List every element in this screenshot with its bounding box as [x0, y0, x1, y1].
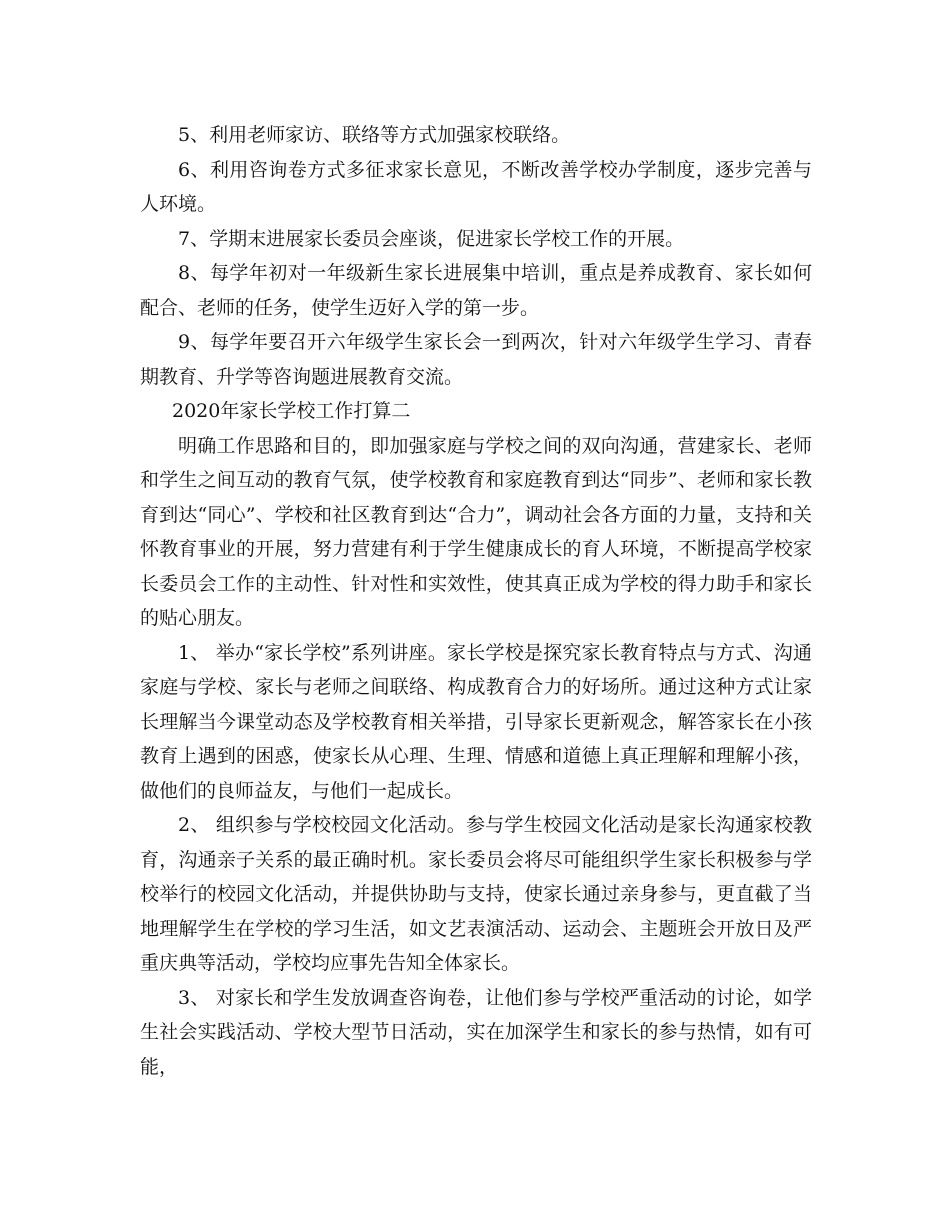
paragraph-point-3: 3、 对家长和学生发放调查咨询卷，让他们参与学校严重活动的讨论，如学生社会实践活动、学校大型节日活动，实在加深学生和家长的参与热情，如有可能，	[140, 986, 812, 1078]
paragraph-item-9: 9、每学年要召开六年级学生家长会一到两次，针对六年级学生学习、青春期教育、升学等咨询题进展教育交流。	[140, 331, 812, 388]
section-heading: 2020年家长学校工作打算二	[172, 400, 411, 422]
paragraph-item-8: 8、每学年初对一年级新生家长进展集中培训，重点是养成教育、家长如何配合、老师的任务，使学生迈好入学的第一步。	[140, 262, 812, 319]
paragraph-point-1: 1、 举办“家长学校”系列讲座。家长学校是探究家长教育特点与方式、沟通家庭与学校、家长与老师之间联络、构成教育合力的好场所。通过这种方式让家长理解当今课堂动态及学校教育相关举措，引导家长更新观念，解答家长在小孩教育上遇到的困惑，使家长从心理、生理、情感和道德上真正理解和理解小孩，做他们的良师益友，与他们一起成长。	[140, 641, 812, 802]
paragraph-item-7: 7、学期末进展家长委员会座谈，促进家长学校工作的开展。	[178, 227, 685, 250]
intro-paragraph: 明确工作思路和目的，即加强家庭与学校之间的双向沟通，营建家长、老师和学生之间互动的教育气氛，使学校教育和家庭教育到达“同步”、老师和家长教育到达“同心”、学校和社区教育到达“合力”，调动社会各方面的力量，支持和关怀教育事业的开展，努力营建有利于学生健康成长的育人环境，不断提高学校家长委员会工作的主动性、针对性和实效性，使其真正成为学校的得力助手和家长的贴心朋友。	[140, 434, 812, 629]
paragraph-item-5: 5、利用老师家访、联络等方式加强家校联络。	[178, 124, 571, 146]
document-body	[140, 118, 812, 1084]
paragraph-item-6: 6、利用咨询卷方式多征求家长意见，不断改善学校办学制度，逐步完善与人环境。	[140, 158, 812, 215]
paragraph-point-2: 2、 组织参与学校校园文化活动。参与学生校园文化活动是家长沟通家校教育，沟通亲子关系的最正确时机。家长委员会将尽可能组织学生家长积极参与学校举行的校园文化活动，并提供协助与支持，使家长通过亲身参与，更直截了当地理解学生在学校的学习生活，如文艺表演活动、运动会、主题班会开放日及严重庆典等活动，学校均应事先告知全体家长。	[140, 814, 812, 974]
